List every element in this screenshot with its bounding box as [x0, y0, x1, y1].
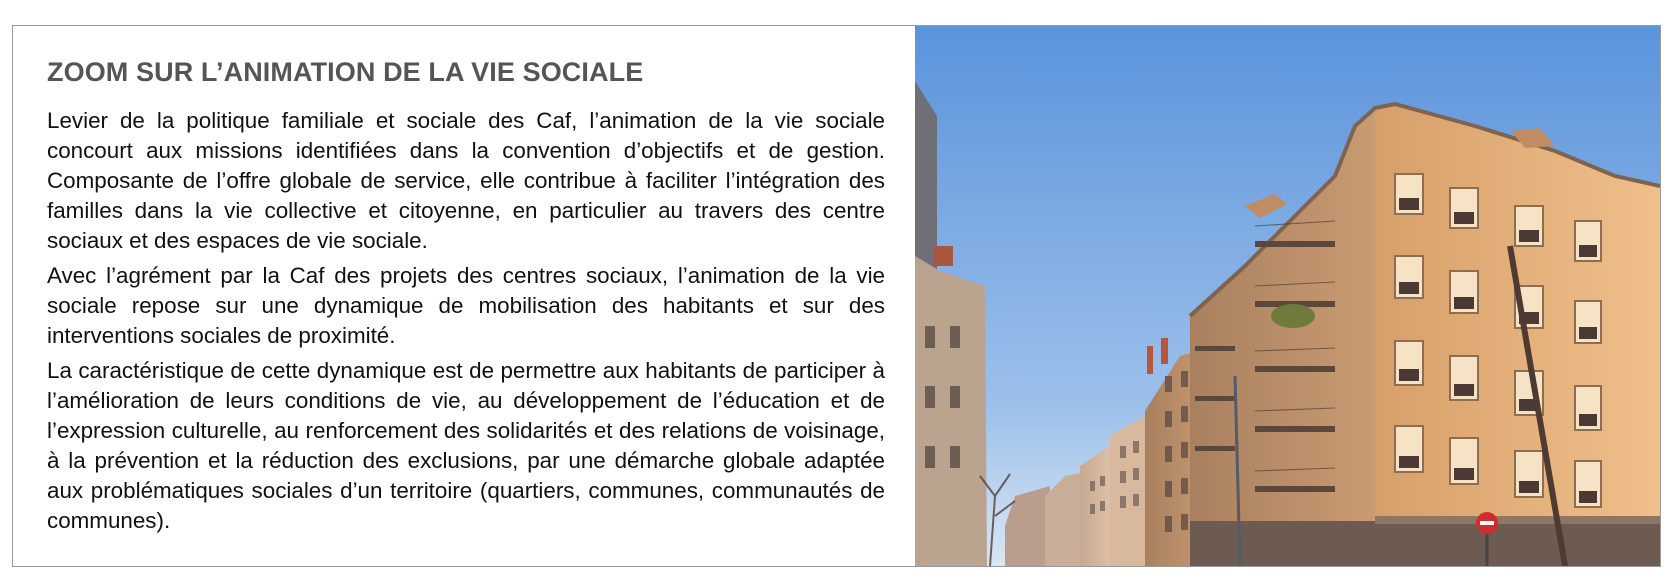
section-title: ZOOM SUR L’ANIMATION DE LA VIE SOCIALE [47, 57, 644, 87]
paragraph-2: Avec l’agrément par la Caf des projets des centres sociaux, l’animation de la vie sociale repose sur une dynamique de mobilisation des habitants et sur des interventions sociales de proximité. [47, 263, 885, 348]
building-photo [915, 26, 1660, 566]
paragraph-1: Levier de la politique familiale et sociale des Caf, l’animation de la vie sociale concourt aux missions identifiées dans la convention d’objectifs et de gestion. Composante de l’offre globale de service, elle contribue à faciliter l’intégration des familles dans la vie collective et citoyenne, en particulier au travers des centre sociaux et des espaces de vie sociale. [47, 108, 885, 253]
paragraph-3: La caractéristique de cette dynamique est de permettre aux habitants de participer à l’amélioration de leurs conditions de vie, au développement de l’éducation et de l’expression culturelle, au renforcement des solidarités et des relations de voisinage, à la prévention et la réduction des exclusions, par une démarche globale adaptée aux problématiques sociales d’un territoire (quartiers, communes, communautés de communes). [47, 358, 885, 533]
street-buildings-illustration [915, 26, 1660, 566]
text-panel [13, 26, 915, 566]
info-card [12, 25, 1661, 567]
